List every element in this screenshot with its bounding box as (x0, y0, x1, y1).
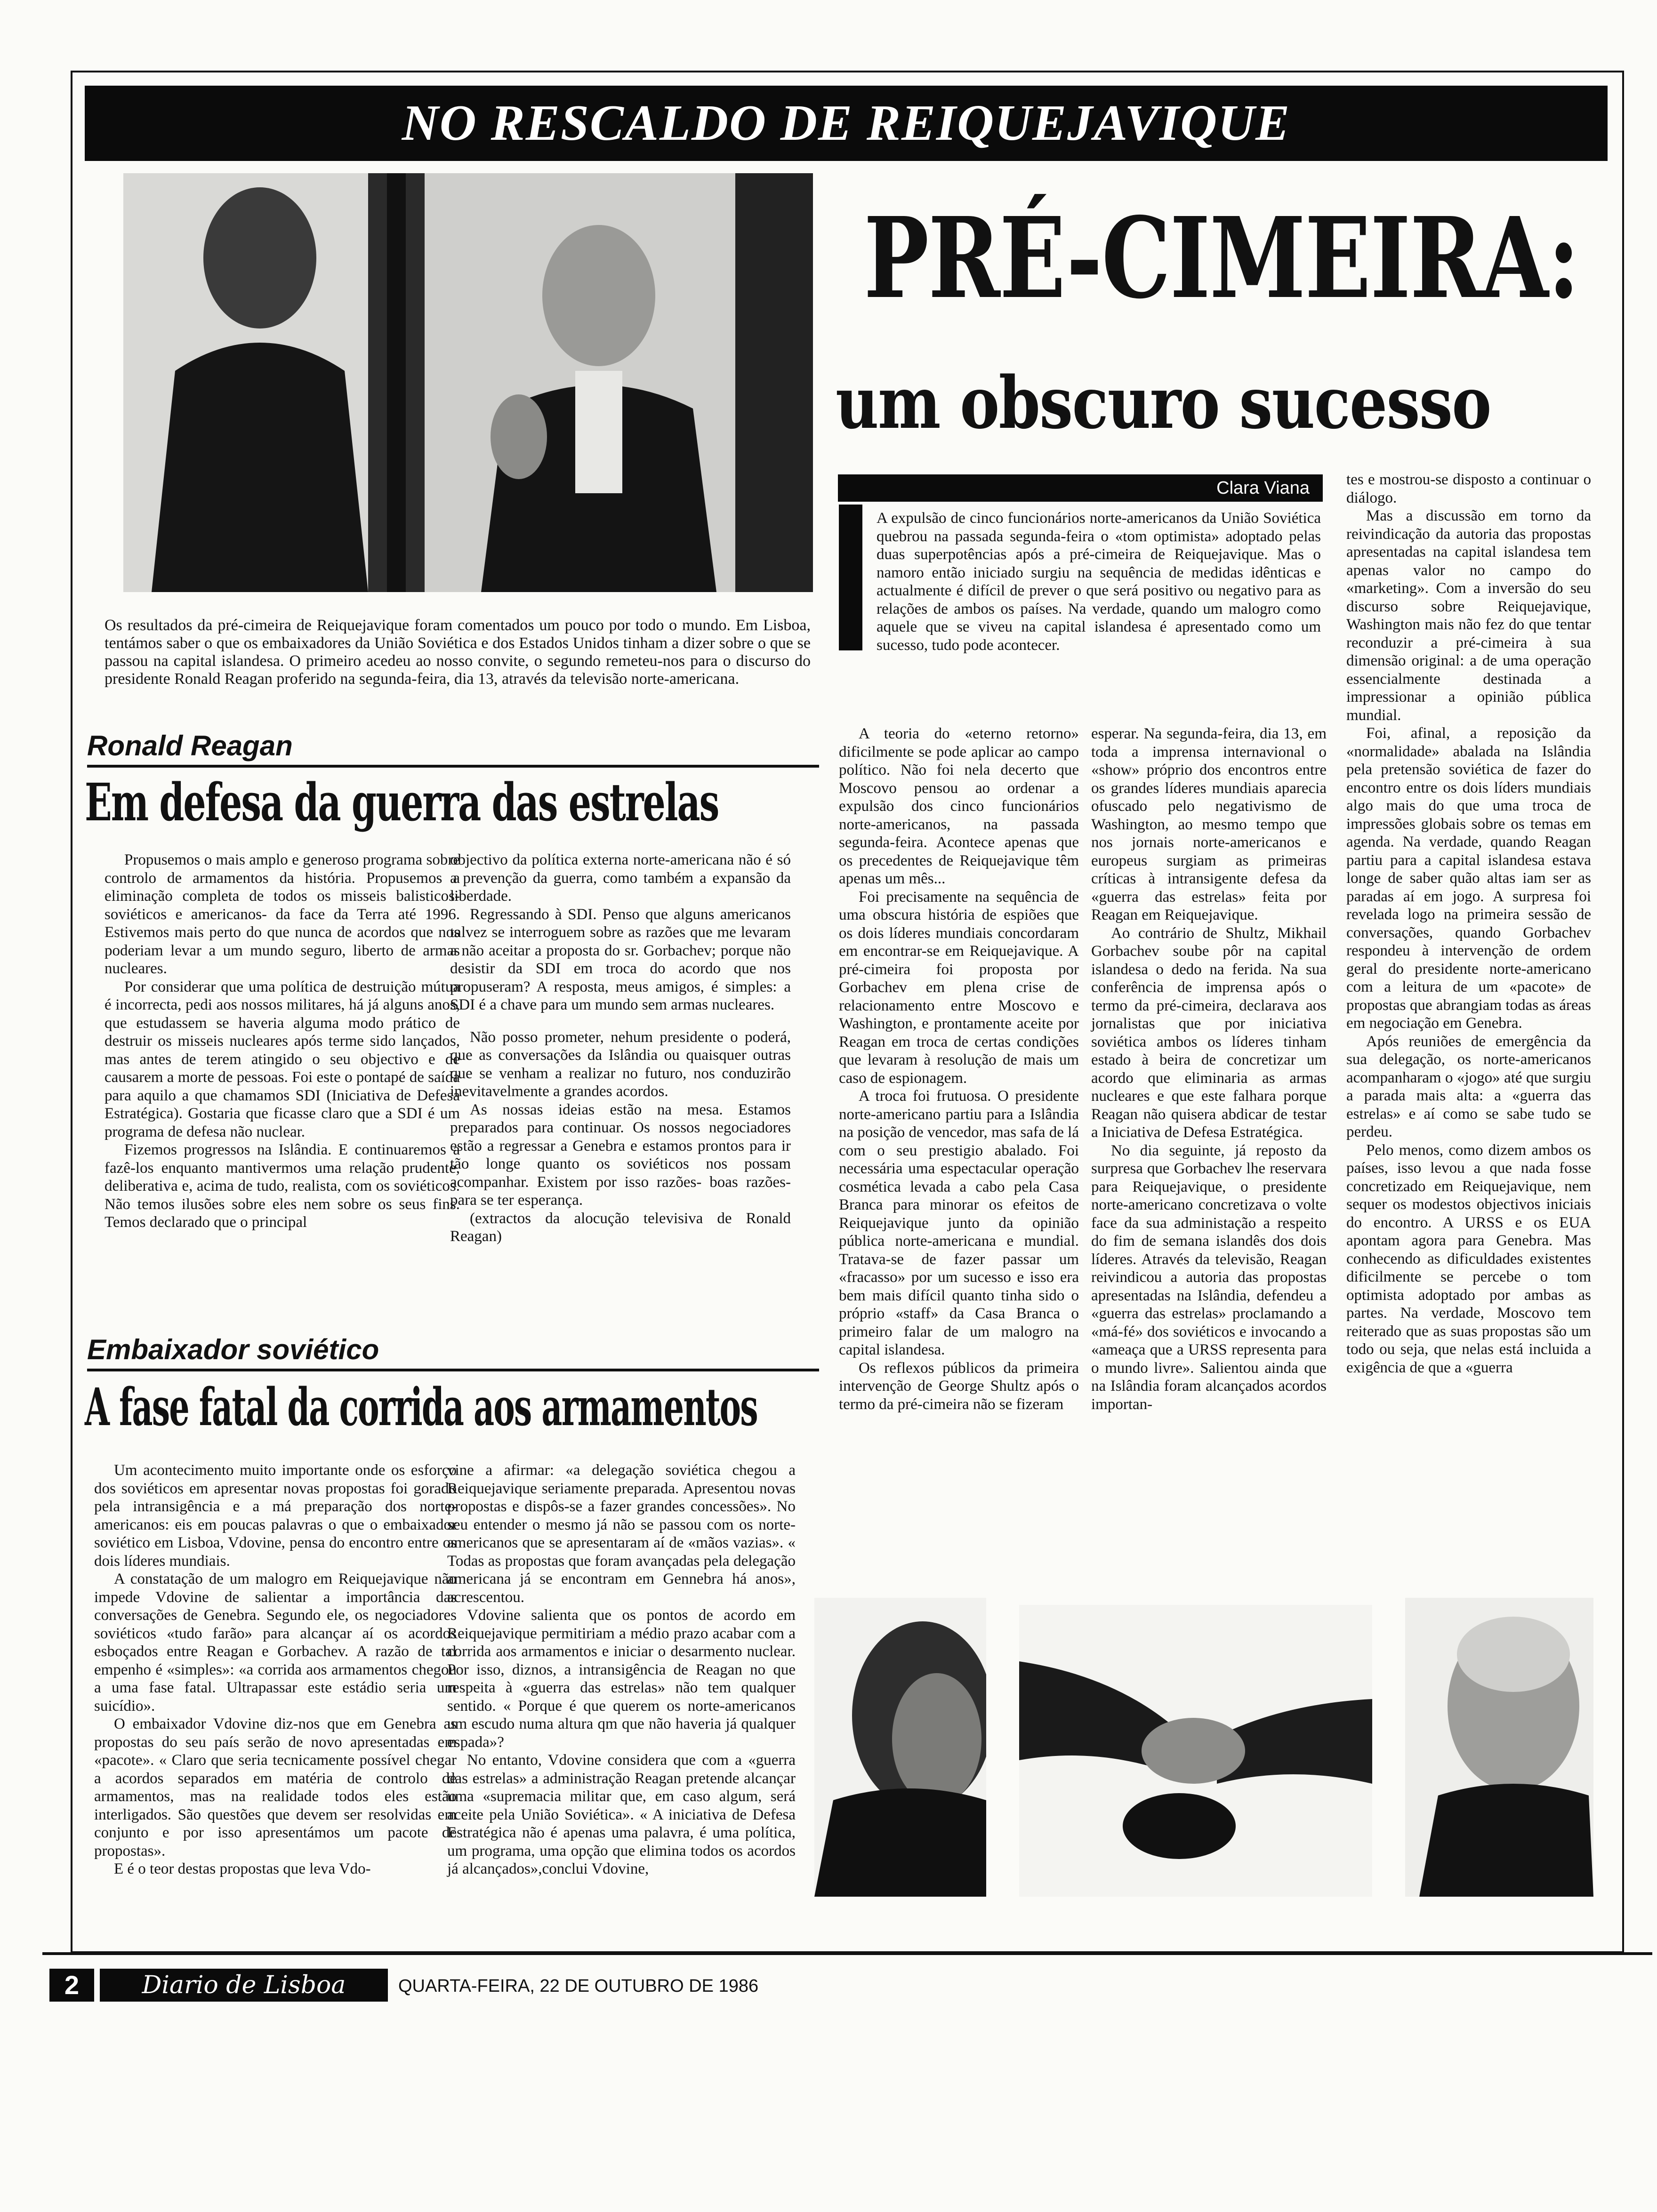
main-headline: PRÉ-CIMEIRA: (864, 192, 1579, 323)
reagan-col-2 (450, 851, 791, 1246)
emb-p3: O embaixador Vdovine diz-nos que em Genebra as propostas do seu país serão de novo apresentadas em «pacote». « Claro que seria tecnicamente possível chegar a acordos separados em matéria de controlo de armamentos, mas na realidade todos eles estão interligados. São questões que devem ser resolvidas em conjunto e por isso apresentámos um pacote de propostas». (94, 1715, 457, 1859)
byline: Clara Viana (1216, 478, 1310, 498)
emb-p7: No entanto, Vdovine considera que com a «guerra das estrelas» a administração Reagan pretende alcançar uma «supremacia militar que, em caso algum, será aceite pela União Soviética». « A iniciativa de Defesa Estratégica não é apenas uma palavra, é uma política, um programa, uma opção que elimina todos os acordos já alcançados»,conclui Vdovine, (447, 1752, 796, 1877)
main-p1: A teoria do «eterno retorno» dificilmente se pode aplicar ao campo político. Não foi nela decerto que Moscovo pensou ao ordenar a expulsão dos cinco funcionários norte-americanos, na passada segunda-feira. Acontece apenas que os precedentes de Reiquejavique têm apenas um mês... (839, 725, 1079, 887)
gorbachev-photo (1405, 1598, 1593, 1897)
reagan-headline: Em defesa da guerra das estrelas (85, 772, 719, 833)
byline-bar (838, 474, 1323, 502)
main-p2: Foi precisamente na sequência de uma obscura história de espiões que os dois líderes mundiais concordaram em encontrar-se em Reiquejavique. A pré-cimeira foi proposta por Gorbachev em plena crise de relacionamento entre Moscovo e Washington, e prontamente aceite por Reagan em troca de certas condições que levaram à resolução de mais um caso de espionagem. (839, 888, 1079, 1087)
emb-p4: E é o teor destas propostas que leva Vdo- (114, 1860, 371, 1877)
emb-p2: A constatação de um malogro em Reiquejavique não impede Vdovine de salientar a importância das conversações de Genebra. Segundo ele, os negociadores soviéticos «tudo farão» para alcançar aí os acordos esboçados entre Reagan e Gorbachev. A razão de tal empenho é «simples»: «a corrida aos armamentos chegou a uma fase fatal. Ultrapassar este estádio seria um suicídio». (94, 1571, 457, 1715)
main-p8: tes e mostrou-se disposto a continuar o diálogo. (1346, 471, 1591, 506)
main-col-2 (1091, 725, 1327, 1413)
main-p11: Após reuniões de emergência da sua delegação, os norte-americanos acompanharam o «jogo» até que surgiu a parada mais alta: a «guerra das estrelas» e aí como se sabe tudo se perdeu. (1346, 1033, 1591, 1140)
section-banner (85, 86, 1608, 161)
reagan-p5: Regressando à SDI. Penso que alguns americanos talvez se interroguem sobre as razões que me levaram a não aceitar a proposta do sr. Gorbachev; porque não desistir da SDI em troca do acordo que nos propuseram? A resposta, meus amigos, é simples: a SDI é a chave para um mundo sem armas nucleares. (450, 906, 791, 1013)
emb-p5: vine a afirmar: «a delegação soviética chegou a Reiquejavique seriamente preparada. Apresentou novas propostas e dispôs-se a fazer grandes concessões». No seu entender o mesmo já não se passou com os norte-americanos que se apresentaram aí de «mãos vazias». « Todas as propostas que foram avançadas pela delegação americana já se encontram em Gennebra há anos», acrescentou. (447, 1462, 796, 1606)
main-p9: Mas a discussão em torno da reivindicação da autoria das propostas apresentadas na capital islandesa tem apenas valor no campo do «marketing». Com a inversão do seu discurso sobre Reiquejavique, Washington mais não fez do que tentar reconduzir a pré-cimeira à sua dimensão original: a de uma operação essencialmente destinada a impressionar a opinião pública mundial. (1346, 507, 1591, 724)
emb-p6: Vdovine salienta que os pontos de acordo em Reiquejavique permitiriam a médio prazo acabar com a corrida aos armamentos e iniciar o desarmento nuclear. Por isso, diznos, a intransigência de Reagan no que respeita à «guerra das estrelas» não tem qualquer sentido. « Porque é que querem os norte-americanos um escudo numa altura qm que não haveria já qualquer espada»? (447, 1607, 796, 1751)
embaixador-kicker: Embaixador soviético (87, 1334, 379, 1365)
reagan-p7: As nossas ideias estão na mesa. Estamos preparados para continuar. Os nossos negociadores estão a regressar a Genebra e estamos prontos para ir tão longe quanto os soviéticos nos possam acompanhar. Existem por isso razões- boas razões- para se ter esperança. (450, 1101, 791, 1209)
main-p5: esperar. Na segunda-feira, dia 13, em toda a imprensa internavional o «show» próprio dos encontros entre os grandes líderes mundiais aparecia ofuscado pelo negativismo de Washington, ao mesmo tempo que nos jornais norte-americanos e europeus surgiam as primeiras críticas à intransigente defesa da «guerra das estrelas» feita por Reagan em Reiquejavique. (1091, 725, 1327, 923)
reagan-p8: (extractos da alocução televisiva de Ronald Reagan) (450, 1210, 791, 1245)
reagan-p4: objectivo da política externa norte-americana não é só a prevenção da guerra, como também a expansão da liberdade. (450, 851, 791, 905)
main-p4: Os reflexos públicos da primeira intervenção de George Shultz após o termo da pré-cimeira não se fizeram (839, 1359, 1079, 1413)
reagan-rule (87, 765, 819, 768)
emb-p1: Um acontecimento muito importante onde os esforço dos soviéticos em apresentar novas propostas foi gorado pela intransigência e a má preparação dos norte-americanos: eis em poucas palavras o que o embaixador soviético em Lisboa, Vdovine, pensa do encontro entre os dois líderes mundiais. (94, 1462, 457, 1570)
reagan-p2: Por considerar que uma política de destruição mútua é incorrecta, pedi aos nossos militares, há já alguns anos, que estudassem se haveria alguma modo prático de destruir os misseis nucleares após terme sido lançados, mas antes de terem atingido o seu objectivo e de causarem a morte de pessoas. Foi este o pontapé de saída para aquilo a que chamamos SDI (Iniciativa de Defesa Estratégica). Gostaria que ficasse claro que a SDI é um programa de defesa não nuclear. (105, 978, 460, 1140)
main-p12: Pelo menos, como dizem ambos os países, isso levou a que nada fosse concretizado em Reiquejavique, nem sequer os modestos objectivos iniciais do encontro. A URSS e os EUA apontam agora para Genebra. Mas conhecendo as dificuldades existentes dificilmente se percebe o tom optimista adoptado por ambas as partes. Na verdade, Moscovo tem reiterado que as suas propostas são um todo ou seja, que nelas está incluida a exigência de que a «guerra (1346, 1141, 1591, 1376)
reagan-kicker: Ronald Reagan (87, 730, 293, 761)
drop-cap (839, 505, 862, 650)
reagan-p1: Propusemos o mais amplo e generoso programa sobre controlo de armamentos da história. Propusemos a eliminação completa de todos os misseis balisticos- soviéticos e americanos- da face da Terra até 1996. Estivemos mais perto do que nunca de acordos que nos poderiam levar a um mundo seguro, liberto de armas nucleares. (105, 851, 460, 977)
photo-caption: Os resultados da pré-cimeira de Reiquejavique foram comentados um pouco por todo o mundo. Em Lisboa, tentámos saber o que os embaixadores da União Soviética e dos Estados Unidos tinham a dizer sobre o que se passou na capital islandesa. O primeiro acedeu ao nosso convite, o segundo remeteu-nos para o discurso do presidente Ronald Reagan proferido na segunda-feira, dia 13, através da televisão norte-americana. (105, 617, 811, 688)
main-p10: Foi, afinal, a reposição da «normalidade» abalada na Islândia pela pretensão soviética de fazer do encontro entre os dois líders mundiais algo mais do que uma troca de impressões globais sobre os temas em agenda. Na verdade, quando Reagan partiu para a capital islandesa estava longe de saber quão altas iam ser as paradas aí em jogo. A surpresa foi revelada logo na primeira sessão de conversações, quando Gorbachev respondeu à intervenção de ordem geral do presidente norte-americano com a leitura de um «pacote» de propostas que abrangiam todas as áreas em negociação em Genebra. (1346, 725, 1591, 1032)
embaixador-col-2 (447, 1461, 796, 1878)
handshake-photo (1019, 1605, 1372, 1897)
reagan-photo (814, 1598, 986, 1897)
issue-date: QUARTA-FEIRA, 22 DE OUTUBRO DE 1986 (398, 1976, 759, 1996)
summit-photo (123, 173, 813, 592)
main-p3: A troca foi frutuosa. O presidente norte-americano partiu para a Islândia na posição de vencedor, mas safa de lá com o seu prestigio abalado. Foi necessária uma espectacular operação cosmética levada a cabo pela Casa Branca para minorar os efeitos de Reiquejavique junto da opinião pública norte-americana e mundial. Tratava-se de fazer passar um «fracasso» por um sucesso e isso era bem mais difícil quanto tinha sido o próprio «staff» da Casa Branca o primeiro falar de um malogro na capital islandesa. (839, 1088, 1079, 1358)
main-col-1 (839, 725, 1079, 1413)
banner-title: NO RESCALDO DE REIQUEJAVIQUE (402, 95, 1291, 151)
main-subtitle: um obscuro sucesso (836, 361, 1491, 445)
main-col-3 (1346, 471, 1591, 1377)
bottom-rule (42, 1952, 1652, 1955)
masthead: Diario de Lisboa (100, 1969, 388, 2002)
embaixador-col-1 (94, 1461, 457, 1878)
embaixador-headline: A fase fatal da corrida aos armamentos (85, 1377, 757, 1437)
reagan-col-1 (105, 851, 460, 1232)
reagan-p6: Não posso prometer, nehum presidente o poderá, que as conversações da Islândia ou quaisquer outras que se venham a realizar no futuro, nos conduzirão inevitavelmente a grandes acordos. (450, 1028, 791, 1100)
page-number: 2 (49, 1969, 94, 2002)
lead-paragraph (877, 509, 1321, 654)
reagan-p3: Fizemos progressos na Islândia. E continuaremos a fazê-los enquanto mantivermos uma relação prudente, deliberativa e, acima de tudo, realista, com os soviéticos. Não temos ilusões sobre eles nem sobre os seus fins. Temos declarado que o principal (105, 1141, 460, 1231)
lead-text: A expulsão de cinco funcionários norte-americanos da União Soviética quebrou na passada segunda-feira o «tom optimista» adoptado pelas duas superpotências após a pré-cimeira de Reiquejavique. Mas o namoro então iniciado surgiu na sequência de medidas idênticas e actualmente é difícil de prever o que será positivo ou negativo para as relações de ambos os países. Na verdade, quando um malogro como aquele que se viveu na capital islandesa é apresentado como um sucesso, tudo pode acontecer. (877, 510, 1321, 654)
embaixador-rule (87, 1369, 819, 1371)
main-p7: No dia seguinte, já reposto da surpresa que Gorbachev lhe reservara para Reiquejavique, o presidente norte-americano concretizava o volte face da sua administação a respeito do fim de semana islandês dos dois líderes. Através da televisão, Reagan reivindicou a autoria das propostas apresentadas na Islândia, defendeu a «guerra das estrelas» proclamando a «má-fé» dos soviéticos e invocando a «ameaça que a URSS representa para o mundo livre». Salientou ainda que na Islândia foram alcançados acordos importan- (1091, 1142, 1327, 1413)
main-p6: Ao contrário de Shultz, Mikhail Gorbachev soube pôr na capital islandesa o dedo na ferida. Na sua conferência de imprensa após o termo da pré-cimeira, declarava aos jornalistas que por iniciativa soviética ambos os líderes tinham estado à beira de concretizar um acordo que eliminaria as armas nucleares e que este falhara porque Reagan não quisera abdicar de testar a Iniciativa de Defesa Estratégica. (1091, 924, 1327, 1141)
